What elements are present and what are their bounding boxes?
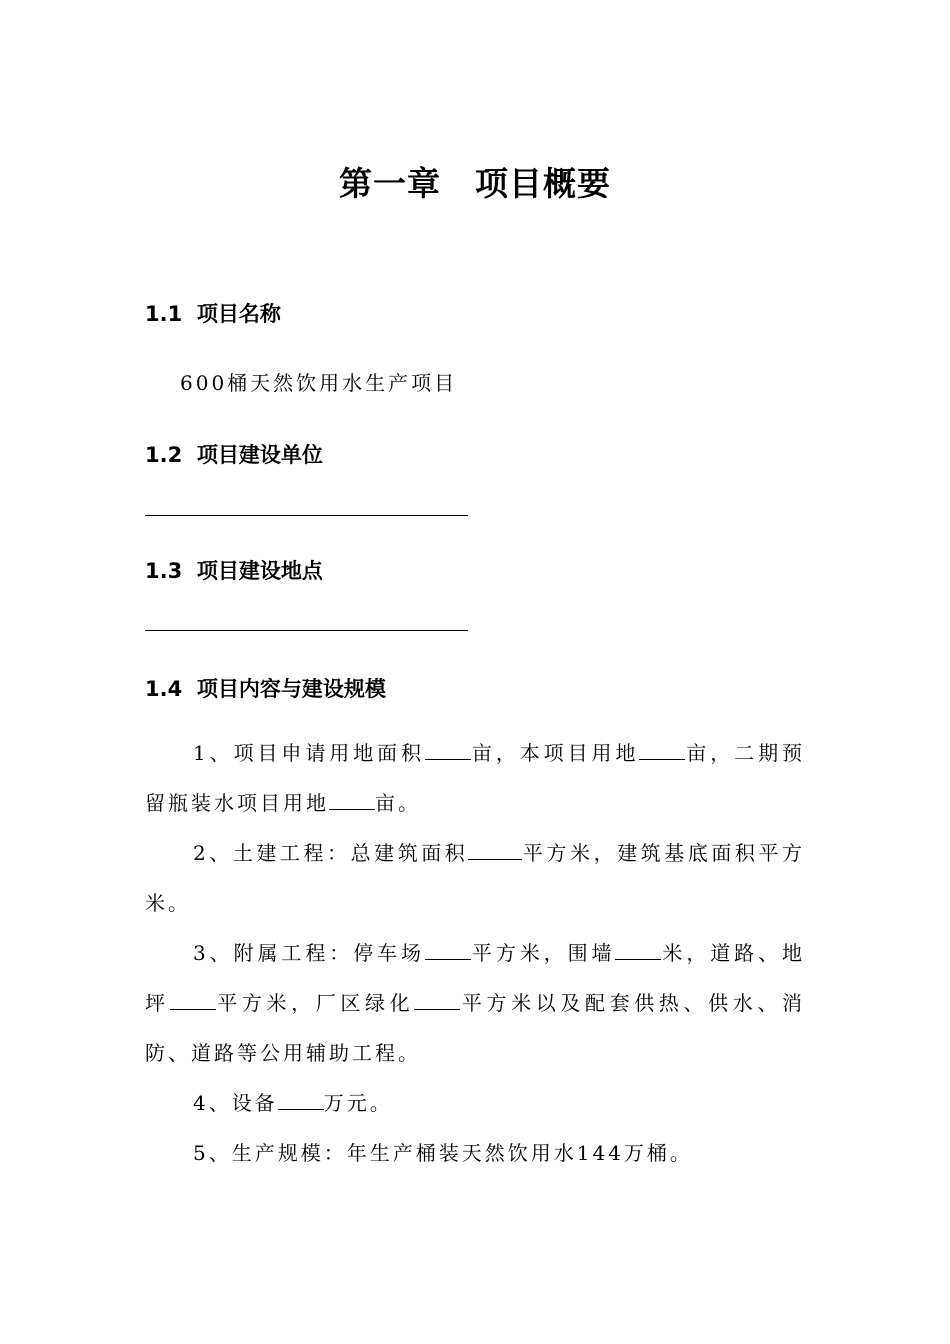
section-number: 1.1	[145, 302, 183, 326]
fill-blank	[425, 741, 471, 760]
section-heading-1-2	[145, 439, 323, 469]
scope-text: 4、设备	[193, 1091, 278, 1115]
scope-text: 万元。	[323, 1091, 393, 1115]
fill-blank	[329, 791, 375, 810]
scope-item-4	[145, 1078, 805, 1128]
scope-text: 亩，本项目用地	[470, 741, 640, 765]
section-title: 项目建设单位	[196, 443, 323, 467]
scope-text: 米，道路、地坪	[145, 941, 806, 1015]
section-heading-1-4	[145, 673, 386, 703]
scope-text: 平方米以及配套供热、供水、消防、道路等公用辅助工程。	[145, 991, 805, 1065]
section-number: 1.2	[145, 443, 183, 467]
fill-blank	[425, 941, 471, 960]
section-number: 1.4	[145, 677, 183, 701]
scope-text: 平方米，建筑基底面积平方米。	[145, 841, 805, 915]
section-title: 项目内容与建设规模	[196, 677, 386, 701]
scope-item-3	[145, 928, 805, 1078]
scope-text: 亩，二期预留瓶装水项目用地	[145, 741, 806, 815]
scope-text: 平方米，厂区绿化	[215, 991, 415, 1015]
scope-text: 2、土建工程：总建筑面积	[193, 841, 469, 865]
section-heading-1-1	[145, 298, 281, 328]
fill-blank	[414, 991, 460, 1010]
scope-text: 平方米，围墙	[470, 941, 616, 965]
fill-blank	[639, 741, 685, 760]
scope-item-5	[145, 1128, 805, 1178]
fill-blank	[468, 841, 522, 860]
section-title: 项目建设地点	[196, 559, 323, 583]
section-number: 1.3	[145, 559, 183, 583]
fill-blank	[170, 991, 216, 1010]
section-title: 项目名称	[196, 302, 281, 326]
project-name-text: 600桶天然饮用水生产项目	[180, 371, 458, 395]
section-heading-1-3	[145, 555, 323, 585]
fill-blank	[278, 1091, 324, 1110]
scope-text: 1、项目申请用地面积	[193, 741, 425, 765]
scope-text: 3、附属工程：停车场	[193, 941, 425, 965]
fill-blank	[615, 941, 661, 960]
scope-text: 5、生产规模：年生产桶装天然饮用水144万桶。	[193, 1141, 693, 1165]
scope-item-2	[145, 828, 805, 928]
scope-text: 亩。	[375, 791, 421, 815]
scope-item-1	[145, 728, 805, 828]
construction-unit-blank	[145, 515, 468, 516]
chapter-title: 第一章 项目概要	[339, 164, 611, 203]
construction-site-blank	[145, 630, 468, 631]
